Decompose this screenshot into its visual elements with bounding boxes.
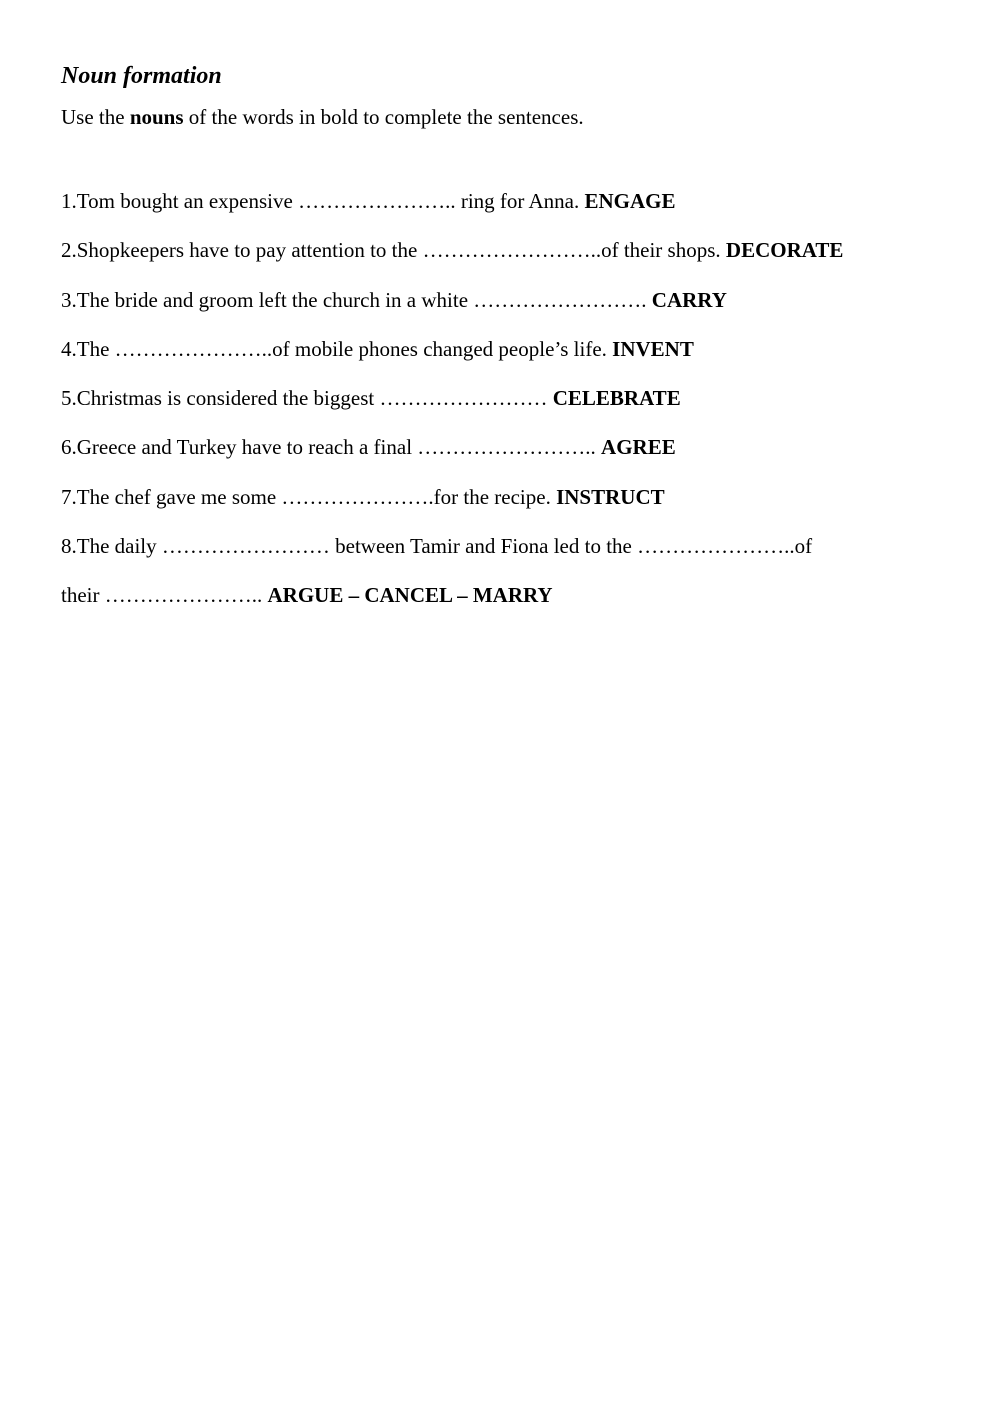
sentence-text: 5.Christmas is considered the biggest ……………………	[61, 386, 553, 411]
exercise-item-1	[61, 186, 961, 216]
instruction-text-before: Use the	[61, 105, 130, 129]
worksheet	[61, 58, 961, 630]
sentence-text: their …………………..	[61, 583, 268, 608]
keyword: CARRY	[651, 287, 727, 312]
keyword: AGREE	[601, 435, 676, 460]
exercise-item-4	[61, 334, 961, 364]
sentence-text: 8.The daily …………………… between Tamir and Fiona led to the …………………..of	[61, 534, 813, 559]
sentence-text: 2.Shopkeepers have to pay attention to the ……………………..of their shops.	[61, 238, 726, 263]
exercise-item-2	[61, 235, 961, 265]
keyword: ENGAGE	[584, 189, 676, 213]
keyword: ARGUE – CANCEL – MARRY	[267, 583, 553, 608]
sentence-text: 1.Tom bought an expensive ………………….. ring for Anna.	[61, 189, 585, 213]
sentence-text: 3.The bride and groom left the church in a white …………………….	[61, 287, 652, 312]
exercise-item-3	[61, 285, 961, 315]
instruction-bold-word: nouns	[129, 105, 184, 129]
sentence-text: 6.Greece and Turkey have to reach a final ……………………..	[61, 435, 602, 460]
keyword: CELEBRATE	[552, 386, 681, 411]
instruction	[61, 102, 961, 132]
instruction-text-after: of the words in bold to complete the sentences.	[183, 105, 584, 129]
exercise-item-6	[61, 432, 961, 462]
exercise-item-7	[61, 482, 961, 512]
exercise-item-8	[61, 531, 961, 561]
exercise-item-8-continued	[61, 580, 961, 610]
sentence-text: 4.The …………………..of mobile phones changed people’s life.	[61, 336, 613, 361]
keyword: INVENT	[612, 336, 694, 361]
keyword: INSTRUCT	[556, 484, 665, 509]
keyword: DECORATE	[725, 238, 844, 263]
exercise-list	[61, 186, 961, 610]
sentence-text: 7.The chef gave me some ………………….for the recipe.	[61, 484, 557, 509]
worksheet-title: Noun formation	[61, 63, 222, 89]
exercise-item-5	[61, 383, 961, 413]
